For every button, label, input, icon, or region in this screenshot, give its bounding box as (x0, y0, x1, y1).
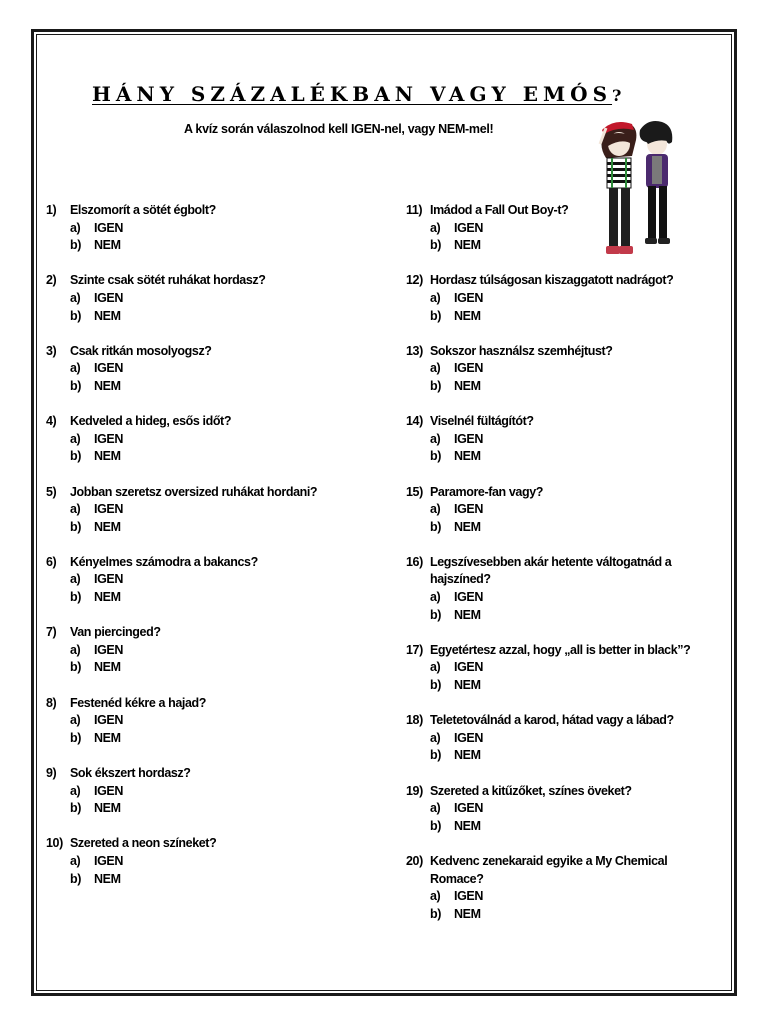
question-line (46, 624, 386, 642)
answer-option[interactable] (406, 747, 706, 765)
option-text: NEM (454, 449, 481, 464)
question-text: Jobban szeretsz oversized ruhákat hordani? (70, 484, 318, 499)
question-text: Csak ritkán mosolyogsz? (70, 343, 212, 358)
question-line (46, 695, 386, 713)
quiz-question (406, 343, 706, 396)
question-line (406, 484, 706, 502)
answer-option[interactable] (406, 378, 706, 396)
option-text: NEM (94, 660, 121, 675)
question-line (46, 484, 386, 502)
quiz-question (406, 642, 706, 695)
question-text: Van piercinged? (70, 625, 161, 640)
answer-option[interactable] (46, 589, 386, 607)
answer-option[interactable] (46, 378, 386, 396)
answer-option[interactable] (46, 642, 386, 660)
question-number: 4) (46, 414, 57, 429)
answer-option[interactable] (46, 800, 386, 818)
question-text: Egyetértesz azzal, hogy „all is better in black”? (430, 642, 691, 657)
question-line (46, 343, 386, 361)
option-letter: b) (430, 378, 441, 393)
question-spacer (46, 607, 386, 625)
answer-option[interactable] (406, 800, 706, 818)
question-spacer (406, 396, 706, 414)
question-text: Szereted a kitűzőket, színes öveket? (430, 783, 632, 798)
answer-option[interactable] (406, 220, 706, 238)
answer-option[interactable] (46, 448, 386, 466)
option-text: NEM (94, 308, 121, 323)
question-text: Festenéd kékre a hajad? (70, 695, 207, 710)
quiz-question (46, 484, 386, 537)
option-letter: b) (70, 730, 81, 745)
question-line (406, 642, 706, 660)
option-letter: b) (70, 801, 81, 816)
answer-option[interactable] (406, 888, 706, 906)
answer-option[interactable] (46, 712, 386, 730)
answer-option[interactable] (46, 853, 386, 871)
answer-option[interactable] (406, 501, 706, 519)
answer-option[interactable] (46, 519, 386, 537)
question-number: 20) (406, 853, 423, 868)
option-text: IGEN (94, 853, 123, 868)
option-letter: a) (430, 730, 441, 745)
answer-option[interactable] (406, 818, 706, 836)
option-text: NEM (454, 607, 481, 622)
option-letter: b) (430, 238, 441, 253)
answer-option[interactable] (406, 730, 706, 748)
option-letter: a) (430, 290, 441, 305)
question-text: Kényelmes számodra a bakancs? (70, 554, 258, 569)
question-spacer (46, 818, 386, 836)
question-spacer (46, 396, 386, 414)
option-letter: b) (430, 607, 441, 622)
option-text: IGEN (454, 801, 483, 816)
page-title (92, 82, 672, 106)
question-text: Sok ékszert hordasz? (70, 766, 191, 780)
option-text: NEM (94, 378, 121, 393)
question-line (46, 835, 386, 853)
option-text: IGEN (94, 431, 123, 446)
question-line (406, 343, 706, 361)
question-number: 8) (46, 695, 57, 710)
question-text: Imádod a Fall Out Boy-t? (430, 203, 569, 217)
question-line (406, 853, 706, 888)
question-spacer (46, 255, 386, 273)
option-letter: b) (430, 308, 441, 323)
question-spacer (406, 765, 706, 783)
option-letter: b) (70, 660, 81, 675)
option-letter: a) (70, 713, 81, 728)
question-text: Sokszor használsz szemhéjtust? (430, 343, 613, 358)
option-text: NEM (454, 678, 481, 693)
question-number: 1) (46, 203, 57, 217)
question-line (406, 272, 706, 290)
question-text: Kedveled a hideg, esős időt? (70, 414, 232, 429)
option-letter: b) (430, 678, 441, 693)
quiz-question (406, 484, 706, 537)
answer-option[interactable] (406, 589, 706, 607)
question-number: 3) (46, 343, 57, 358)
question-spacer (406, 325, 706, 343)
page-title-question-mark: ? (612, 86, 622, 105)
answer-option[interactable] (406, 607, 706, 625)
question-text: Paramore-fan vagy? (430, 484, 543, 499)
question-number: 18) (406, 713, 423, 728)
quiz-question (406, 554, 706, 624)
option-text: IGEN (454, 889, 483, 904)
option-text: NEM (454, 748, 481, 763)
option-letter: a) (70, 642, 81, 657)
option-letter: b) (70, 449, 81, 464)
option-text: IGEN (454, 730, 483, 745)
option-text: NEM (94, 801, 121, 816)
question-line (406, 413, 706, 431)
question-line (46, 413, 386, 431)
option-letter: a) (70, 502, 81, 517)
question-spacer (406, 624, 706, 642)
option-letter: a) (430, 889, 441, 904)
option-letter: a) (70, 783, 81, 798)
quiz-question (46, 272, 386, 325)
answer-option[interactable] (46, 431, 386, 449)
question-spacer (406, 466, 706, 484)
option-text: NEM (454, 238, 481, 253)
option-letter: b) (430, 906, 441, 921)
question-text: Kedvenc zenekaraid egyike a My Chemical Romace? (430, 853, 668, 886)
option-letter: a) (430, 361, 441, 376)
option-letter: b) (70, 238, 81, 253)
question-line (406, 202, 706, 220)
quiz-question (406, 712, 706, 765)
answer-option[interactable] (46, 237, 386, 255)
option-text: NEM (454, 519, 481, 534)
question-number: 14) (406, 414, 423, 429)
option-text: NEM (94, 238, 121, 253)
option-text: NEM (454, 818, 481, 833)
option-text: IGEN (454, 220, 483, 235)
quiz-question (46, 554, 386, 607)
quiz-question (406, 783, 706, 836)
question-number: 13) (406, 343, 423, 358)
quiz-question (46, 765, 386, 818)
question-line (46, 554, 386, 572)
quiz-question (406, 853, 706, 923)
answer-option[interactable] (406, 677, 706, 695)
question-number: 10) (46, 836, 63, 851)
quiz-question (406, 202, 706, 255)
option-letter: a) (70, 361, 81, 376)
option-letter: a) (430, 801, 441, 816)
question-number: 16) (406, 554, 423, 569)
option-text: IGEN (454, 361, 483, 376)
option-letter: a) (70, 431, 81, 446)
question-text: Legszívesebben akár hetente váltogatnád a hajszíned? (430, 554, 672, 587)
question-spacer (406, 835, 706, 853)
option-text: NEM (94, 871, 121, 886)
option-text: IGEN (94, 502, 123, 517)
answer-option[interactable] (46, 783, 386, 801)
option-letter: b) (70, 378, 81, 393)
option-letter: a) (430, 220, 441, 235)
page-title-main: HÁNY SZÁZALÉKBAN VAGY EMÓS (92, 82, 613, 106)
option-letter: b) (70, 871, 81, 886)
option-text: IGEN (94, 572, 123, 587)
option-text: IGEN (454, 431, 483, 446)
quiz-question (406, 413, 706, 466)
answer-option[interactable] (46, 290, 386, 308)
option-letter: b) (70, 308, 81, 323)
question-spacer (46, 536, 386, 554)
quiz-question (46, 413, 386, 466)
question-line (46, 765, 386, 783)
questions-column-right (406, 202, 706, 923)
question-number: 7) (46, 625, 57, 640)
question-line (406, 554, 706, 589)
quiz-question (46, 835, 386, 888)
quiz-question (46, 624, 386, 677)
question-spacer (406, 536, 706, 554)
option-text: IGEN (454, 590, 483, 605)
option-text: NEM (454, 906, 481, 921)
option-letter: a) (70, 853, 81, 868)
question-text: Elszomorít a sötét égbolt? (70, 203, 216, 217)
question-text: Viselnél fültágítót? (430, 414, 534, 429)
answer-option[interactable] (406, 448, 706, 466)
option-letter: b) (70, 519, 81, 534)
questions-column-left (46, 202, 386, 888)
question-number: 19) (406, 783, 423, 798)
question-spacer (46, 466, 386, 484)
answer-option[interactable] (46, 501, 386, 519)
option-letter: a) (430, 431, 441, 446)
answer-option[interactable] (406, 360, 706, 378)
question-number: 12) (406, 273, 423, 288)
question-spacer (46, 325, 386, 343)
question-number: 6) (46, 554, 57, 569)
answer-option[interactable] (406, 519, 706, 537)
option-text: IGEN (94, 290, 123, 305)
quiz-instructions: A kvíz során válaszolnod kell IGEN-nel, vagy NEM-mel! (184, 122, 494, 136)
option-letter: b) (430, 818, 441, 833)
question-spacer (46, 677, 386, 695)
answer-option[interactable] (406, 308, 706, 326)
option-text: IGEN (94, 642, 123, 657)
option-text: IGEN (94, 783, 123, 798)
option-text: NEM (94, 730, 121, 745)
question-number: 17) (406, 642, 423, 657)
option-letter: a) (430, 660, 441, 675)
question-number: 5) (46, 484, 57, 499)
answer-option[interactable] (406, 237, 706, 255)
option-letter: a) (430, 590, 441, 605)
question-line (406, 712, 706, 730)
option-letter: a) (70, 290, 81, 305)
option-text: IGEN (94, 220, 123, 235)
answer-option[interactable] (46, 360, 386, 378)
answer-option[interactable] (46, 659, 386, 677)
answer-option[interactable] (46, 571, 386, 589)
question-text: Szereted a neon színeket? (70, 836, 217, 851)
answer-option[interactable] (46, 220, 386, 238)
option-letter: b) (70, 590, 81, 605)
question-number: 11) (406, 203, 423, 217)
option-text: IGEN (454, 660, 483, 675)
answer-option[interactable] (46, 308, 386, 326)
quiz-question (46, 202, 386, 255)
question-line (46, 272, 386, 290)
answer-option[interactable] (46, 730, 386, 748)
option-letter: b) (430, 748, 441, 763)
question-number: 15) (406, 484, 423, 499)
option-text: IGEN (454, 502, 483, 517)
option-text: NEM (94, 519, 121, 534)
option-text: NEM (94, 449, 121, 464)
option-letter: a) (430, 502, 441, 517)
answer-option[interactable] (406, 906, 706, 924)
answer-option[interactable] (406, 290, 706, 308)
question-spacer (406, 255, 706, 273)
answer-option[interactable] (406, 431, 706, 449)
question-number: 9) (46, 766, 57, 780)
option-letter: a) (70, 572, 81, 587)
option-text: IGEN (94, 713, 123, 728)
question-spacer (46, 747, 386, 765)
question-number: 2) (46, 273, 57, 288)
question-text: Hordasz túlságosan kiszaggatott nadrágot? (430, 273, 674, 288)
option-text: NEM (94, 590, 121, 605)
quiz-question (46, 695, 386, 748)
question-line (406, 783, 706, 801)
option-text: IGEN (454, 290, 483, 305)
question-line (46, 202, 386, 220)
quiz-question (46, 343, 386, 396)
question-text: Teletetoválnád a karod, hátad vagy a lábad? (430, 713, 674, 728)
option-text: NEM (454, 308, 481, 323)
answer-option[interactable] (406, 659, 706, 677)
option-text: IGEN (94, 361, 123, 376)
question-text: Szinte csak sötét ruhákat hordasz? (70, 273, 266, 288)
option-letter: b) (430, 449, 441, 464)
option-text: NEM (454, 378, 481, 393)
question-spacer (406, 695, 706, 713)
option-letter: a) (70, 220, 81, 235)
quiz-question (406, 272, 706, 325)
option-letter: b) (430, 519, 441, 534)
answer-option[interactable] (46, 871, 386, 889)
